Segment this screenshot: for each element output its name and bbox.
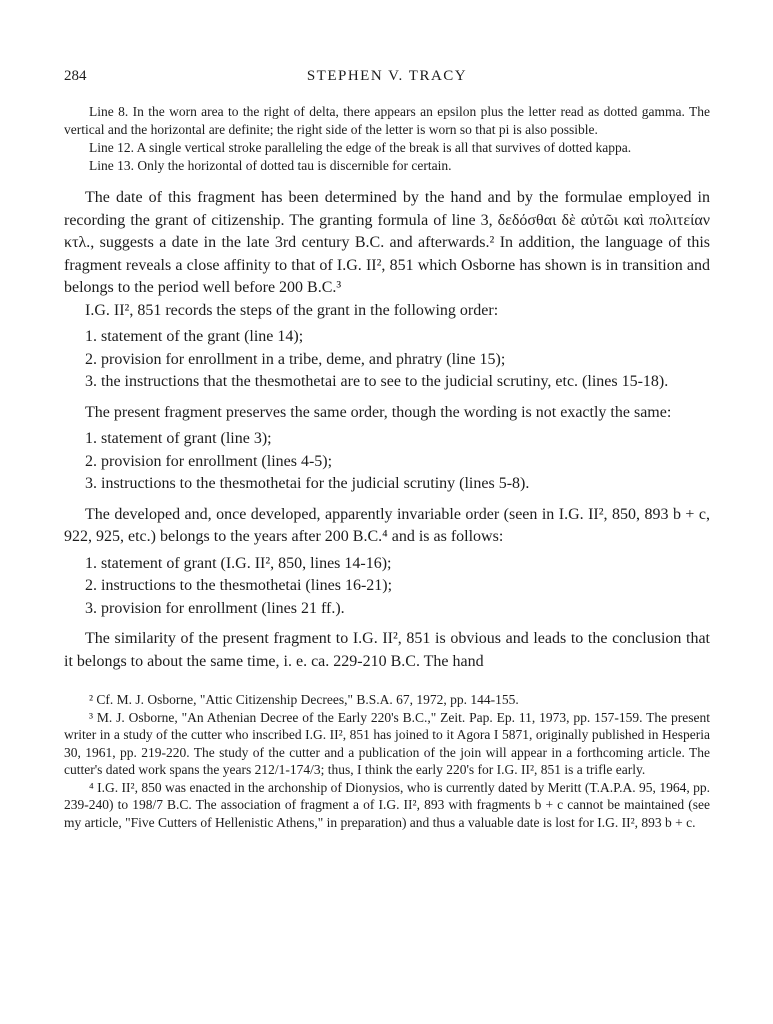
developed-steps-list [64, 553, 710, 621]
paragraph-date: The date of this fragment has been determined by the hand and by the formulae employed in recording the grant of citizenship. The granting formula of line 3, δεδόσθαι δὲ αὐτῶι καὶ πολιτείαν κτλ., suggests a date in the late 3rd century B.C. and afterwards.² In addition, the language of this fragment reveals a close affinity to that of I.G. II², 851 which Osborne has shown is in transition and belongs to the period well before 200 B.C.³ [64, 189, 710, 296]
footnotes [64, 691, 710, 831]
list-item: 2. provision for enrollment in a tribe, deme, and phratry (line 15); [85, 350, 506, 368]
page-number: 284 [64, 68, 87, 84]
list-item: 2. instructions to the thesmothetai (lines 16-21); [85, 577, 393, 594]
footnote: ³ M. J. Osborne, "An Athenian Decree of the Early 220's B.C.," Zeit. Pap. Ep. 11, 1973, pp. 157-159. The present writer in a study of the cutter who inscribed I.G. II², 851 has joined to it Agora I 5871, originally published in Hesperia 30, 1961, pp. 219-220. The study of the cutter and a publication of the join will appear in a forthcoming article. The cutter's dated work spans the years 212/1-174/3; thus, I think the early 220's for I.G. II², 851 is a trifle early. [64, 709, 710, 777]
paragraph-developed-order: The developed and, once developed, apparently invariable order (seen in I.G. II², 850, 893 b + c, 922, 925, etc.) belongs to the years after 200 B.C.⁴ and is as follows: [64, 505, 710, 545]
line-note: Line 8. In the worn area to the right of delta, there appears an epsilon plus the letter read as dotted gamma. The vertical and the horizontal are definite; the right side of the letter is worn so that pi is also possible. [64, 104, 710, 137]
grant-steps-list [64, 326, 710, 394]
footnote: ² Cf. M. J. Osborne, "Attic Citizenship Decrees," B.S.A. 67, 1972, pp. 144-155. [89, 692, 519, 707]
list-item: 3. the instructions that the thesmothetai are to see to the judicial scrutiny, etc. (lines 15-18). [85, 373, 669, 390]
list-item: 3. provision for enrollment (lines 21 ff.). [85, 599, 345, 617]
line-note: Line 13. Only the horizontal of dotted tau is discernible for certain. [89, 158, 452, 173]
paragraph-steps-intro: I.G. II², 851 records the steps of the grant in the following order: [85, 301, 499, 319]
list-item: 2. provision for enrollment (lines 4-5); [85, 452, 333, 470]
list-item: 1. statement of the grant (line 14); [85, 328, 304, 345]
paragraph-same-order: The present fragment preserves the same order, though the wording is not exactly the same: [85, 403, 672, 421]
paragraph-similarity: The similarity of the present fragment to I.G. II², 851 is obvious and leads to the conclusion that it belongs to about the same time, i. e. ca. 229-210 B.C. The hand [64, 630, 710, 670]
line-note: Line 12. A single vertical stroke paralleling the edge of the break is all that survives of dotted kappa. [89, 140, 632, 155]
page-content [64, 103, 710, 831]
page-header [64, 68, 710, 92]
list-item: 1. statement of grant (line 3); [85, 430, 272, 447]
list-item: 3. instructions to the thesmothetai for the judicial scrutiny (lines 5-8). [85, 475, 530, 492]
running-head: STEPHEN V. TRACY [306, 68, 468, 84]
list-item: 1. statement of grant (I.G. II², 850, lines 14-16); [85, 554, 392, 572]
line-notes [64, 103, 710, 175]
footnote: ⁴ I.G. II², 850 was enacted in the archonship of Dionysios, who is currently dated by Meritt (T.A.P.A. 95, 1964, pp. 239-240) to 198/7 B.C. The association of fragment a of I.G. II², 893 with fragments b + c cannot be maintained (see my article, "Five Cutters of Hellenistic Athens," in preparation) and thus a valuable date is lost for I.G. II², 893 b + c. [64, 779, 710, 830]
fragment-steps-list [64, 428, 710, 496]
